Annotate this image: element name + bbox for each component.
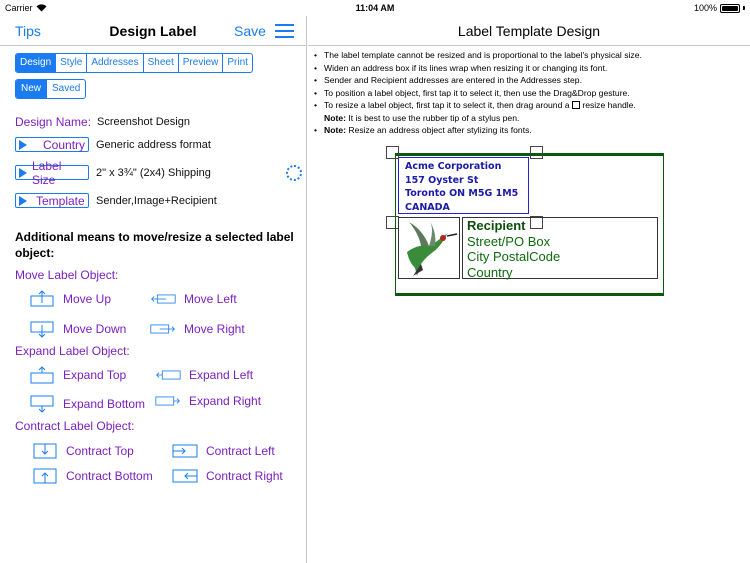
move-heading: Move Label Object: xyxy=(15,268,119,282)
contract-bottom-button[interactable] xyxy=(32,467,153,485)
left-navbar xyxy=(0,16,306,46)
design-label-title: Design Label xyxy=(109,23,197,39)
battery-icon xyxy=(720,4,740,13)
recipient-address-box[interactable] xyxy=(462,217,658,279)
contract-right-icon xyxy=(172,467,198,485)
hummingbird-image[interactable] xyxy=(398,217,460,279)
additional-heading: Additional means to move/resize a selected label object: xyxy=(15,230,294,260)
tab-style[interactable]: Style xyxy=(55,54,86,72)
tab-preview[interactable]: Preview xyxy=(178,54,223,72)
label-size-button-label: Label Size xyxy=(32,158,62,187)
expand-right-button[interactable] xyxy=(155,392,261,410)
contract-bottom-icon xyxy=(32,467,58,485)
note-text: It is best to use the rubber tip of a stylus pen. xyxy=(348,112,520,123)
country-button-label: Country xyxy=(43,137,86,152)
design-name-value[interactable]: Screenshot Design xyxy=(97,116,190,128)
move-left-label: Move Left xyxy=(184,292,237,306)
contract-top-label: Contract Top xyxy=(66,444,134,458)
sender-line: Toronto ON M5G 1M5 xyxy=(405,188,519,199)
contract-heading: Contract Label Object: xyxy=(15,419,135,433)
expand-top-button[interactable] xyxy=(29,366,126,384)
save-button[interactable]: Save xyxy=(234,23,266,39)
move-right-label: Move Right xyxy=(184,322,245,336)
resize-handle-top-left[interactable] xyxy=(386,146,399,159)
move-down-label: Move Down xyxy=(63,322,127,336)
template-row xyxy=(15,193,217,208)
note-label: Note: xyxy=(324,125,346,135)
step-tabs xyxy=(15,53,253,73)
expand-right-icon xyxy=(155,392,181,410)
tab-design[interactable]: Design xyxy=(16,54,55,72)
contract-left-label: Contract Left xyxy=(206,444,275,458)
instructions-list xyxy=(314,49,744,137)
expand-heading: Expand Label Object: xyxy=(15,344,130,358)
instruction-item: • To position a label object, first tap it to select it, then use the Drag&Drop gesture. xyxy=(314,87,744,100)
contract-bottom-label: Contract Bottom xyxy=(66,469,153,483)
play-icon xyxy=(19,196,27,206)
move-down-icon xyxy=(29,320,55,338)
move-left-icon xyxy=(150,290,176,308)
sender-address-box[interactable] xyxy=(398,157,529,214)
expand-top-label: Expand Top xyxy=(63,368,127,382)
tab-addresses[interactable]: Addresses xyxy=(86,54,142,72)
contract-left-button[interactable] xyxy=(172,442,275,460)
move-left-button[interactable] xyxy=(150,290,237,308)
expand-left-label: Expand Left xyxy=(189,368,254,382)
tab-saved[interactable]: Saved xyxy=(46,80,85,98)
menu-icon[interactable] xyxy=(275,24,294,38)
expand-top-icon xyxy=(29,366,55,384)
battery-percent: 100% xyxy=(693,3,717,13)
template-value: Sender,Image+Recipient xyxy=(96,194,217,207)
recipient-line: City PostalCode xyxy=(467,249,561,264)
label-template-title: Label Template Design xyxy=(457,23,601,39)
contract-top-button[interactable] xyxy=(32,442,134,460)
resize-handle-top-right[interactable] xyxy=(530,146,543,159)
design-name-row xyxy=(15,115,190,129)
loading-spinner-icon xyxy=(286,165,302,181)
play-icon xyxy=(19,140,27,150)
battery xyxy=(694,3,745,13)
recipient-line: Country xyxy=(467,264,513,280)
instruction-item xyxy=(314,99,744,112)
expand-left-button[interactable] xyxy=(155,366,253,384)
expand-bottom-icon xyxy=(29,395,55,413)
note-label: Note: xyxy=(324,112,346,123)
label-size-value: 2" x 3¾" (2x4) Shipping xyxy=(96,166,211,179)
label-size-button[interactable] xyxy=(15,158,89,187)
play-icon xyxy=(19,168,27,178)
note-text: Resize an address object after stylizing its fonts. xyxy=(348,125,532,135)
sender-line: CANADA xyxy=(405,201,450,213)
design-panel xyxy=(0,16,307,563)
instruction-note xyxy=(314,124,744,137)
design-mode-tabs xyxy=(15,79,86,99)
resize-text: To resize a label object, first tap it to select it, then drag around a xyxy=(324,100,570,110)
expand-bottom-button[interactable] xyxy=(29,395,145,413)
status-bar xyxy=(0,0,750,16)
instruction-item: • Sender and Recipient addresses are entered in the Addresses step. xyxy=(314,74,744,87)
right-navbar xyxy=(308,16,750,46)
move-up-button[interactable] xyxy=(29,290,111,308)
move-right-icon xyxy=(150,320,176,338)
country-row xyxy=(15,137,211,152)
contract-top-icon xyxy=(32,442,58,460)
move-up-label: Move Up xyxy=(63,292,112,306)
design-name-label: Design Name: xyxy=(15,115,92,129)
move-up-icon xyxy=(29,290,55,308)
sender-line: Acme Corporation xyxy=(405,161,502,172)
contract-left-icon xyxy=(172,442,198,460)
tab-new[interactable]: New xyxy=(16,80,46,98)
recipient-line: Recipient xyxy=(467,218,526,233)
recipient-line: Street/PO Box xyxy=(467,233,551,249)
sender-line: 157 Oyster St xyxy=(405,174,479,186)
hummingbird-icon xyxy=(399,218,459,278)
contract-right-button[interactable] xyxy=(172,467,283,485)
expand-right-label: Expand Right xyxy=(189,394,262,408)
instruction-note xyxy=(314,112,744,125)
country-button[interactable] xyxy=(15,137,89,152)
move-down-button[interactable] xyxy=(29,320,126,338)
label-size-row xyxy=(15,158,211,187)
expand-left-icon xyxy=(155,366,181,384)
template-button[interactable] xyxy=(15,193,89,208)
country-value: Generic address format xyxy=(96,138,211,151)
resize-text-end: resize handle. xyxy=(582,100,636,110)
move-right-button[interactable] xyxy=(150,320,245,338)
expand-bottom-label: Expand Bottom xyxy=(63,397,146,411)
contract-right-label: Contract Right xyxy=(206,469,283,483)
tab-sheet[interactable]: Sheet xyxy=(143,54,178,72)
instruction-item: • Widen an address box if its lines wrap when resizing it or changing its font. xyxy=(314,62,744,75)
tips-button[interactable]: Tips xyxy=(15,23,41,39)
instruction-item: • The label template cannot be resized and is proportional to the label's physical size. xyxy=(314,49,744,62)
tab-print[interactable]: Print xyxy=(222,54,252,72)
template-button-label: Template xyxy=(36,193,85,208)
clock: 11:04 AM xyxy=(355,3,395,13)
carrier-label: Carrier xyxy=(5,3,33,13)
resize-handle-icon xyxy=(572,101,580,109)
